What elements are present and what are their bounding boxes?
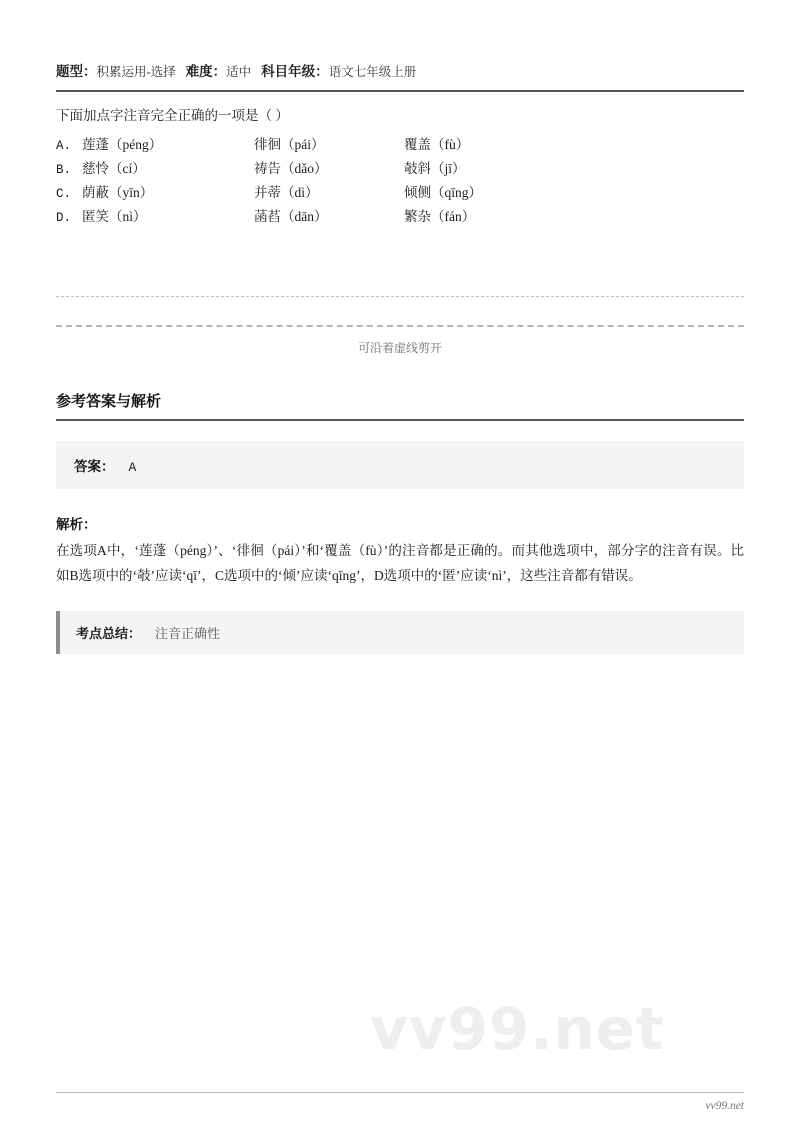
key-point-value: 注音正确性 — [155, 626, 221, 642]
question-stem: 下面加点字注音完全正确的一项是（ ） — [56, 108, 289, 123]
meta-type-value: 积累运用-选择 — [96, 65, 176, 79]
answer-value: A — [128, 460, 137, 476]
option-term-3: 攲斜（jī） — [404, 161, 466, 177]
meta-subject-value: 语文七年级上册 — [328, 65, 417, 79]
answer-box — [56, 441, 744, 489]
analysis-label: 解析： — [56, 517, 97, 533]
key-point-summary-box — [56, 611, 744, 654]
option-term-2: 并蒂（dì） — [254, 185, 319, 201]
option-term-3: 繁杂（fán） — [404, 209, 476, 225]
cut-line-top — [56, 296, 744, 297]
meta-difficulty-value: 适中 — [226, 65, 252, 79]
answer-writing-space — [56, 230, 744, 292]
meta-type-label: 题型： — [56, 64, 97, 79]
option-row[interactable] — [56, 182, 744, 204]
footer-site-name: vv99.net — [705, 1100, 744, 1112]
key-point-label: 考点总结： — [76, 626, 142, 642]
watermark: vv99.net — [370, 995, 665, 1063]
answer-section-title: 参考答案与解析 — [56, 394, 162, 411]
option-term-1: 莲蓬（péng） — [82, 137, 163, 153]
option-term-1: 荫蔽（yīn） — [82, 185, 154, 201]
answer-label: 答案： — [74, 459, 115, 475]
question-meta — [56, 0, 744, 80]
option-row[interactable] — [56, 134, 744, 156]
option-letter: C. — [56, 187, 72, 202]
option-term-1: 慈怜（cí） — [82, 161, 146, 177]
meta-difficulty-label: 难度： — [185, 64, 227, 79]
cut-line-label: 可沿着虚线剪开 — [357, 341, 442, 356]
option-letter: D. — [56, 211, 72, 226]
page-content — [56, 0, 744, 654]
analysis-text: 在选项A中，‘莲蓬（péng）’、‘徘徊（pái）’和‘覆盖（fù）’的注音都是正确的。而其他选项中，部分字的注音有误。比如B选项中的‘攲’应读‘qī’，C选项中的‘倾’应读‘qīng’，D选项中的‘匿’应读‘nì’，这些注音都有错误。 — [56, 543, 744, 584]
option-term-2: 徘徊（pái） — [254, 137, 325, 153]
option-list — [56, 134, 744, 228]
option-term-3: 覆盖（fù） — [404, 137, 470, 153]
footer-divider — [56, 1092, 744, 1093]
option-term-3: 倾侧（qīng） — [404, 185, 483, 201]
answer-section-divider — [56, 419, 744, 421]
option-letter: A. — [56, 139, 72, 154]
question-block — [56, 92, 744, 228]
option-term-1: 匿笑（nì） — [82, 209, 147, 225]
option-row[interactable] — [56, 206, 744, 228]
option-term-2: 菡萏（dān） — [254, 209, 328, 225]
option-row[interactable] — [56, 158, 744, 180]
option-letter: B. — [56, 163, 72, 178]
meta-subject-label: 科目年级： — [261, 64, 329, 79]
option-term-2: 祷告（dǎo） — [254, 161, 328, 177]
